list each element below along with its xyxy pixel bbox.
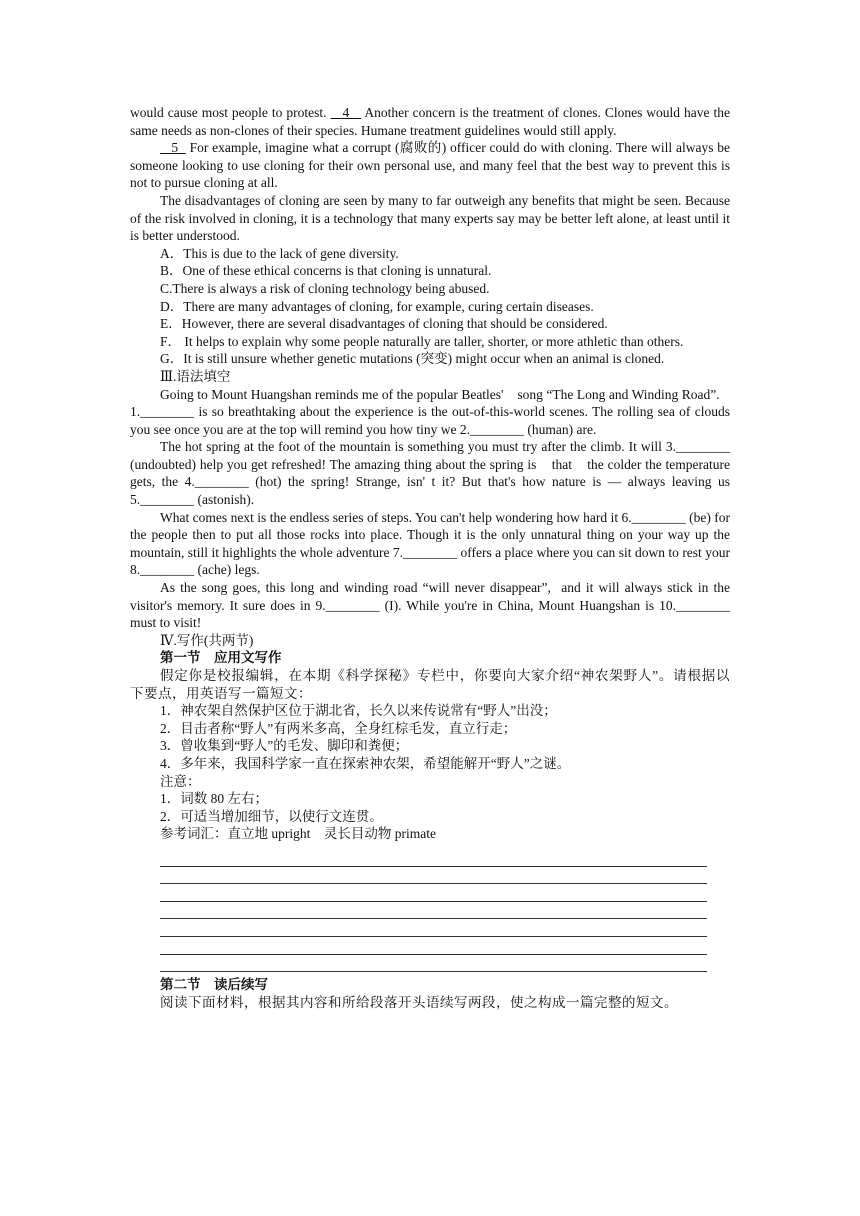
notes-heading: 注意： [160,773,201,789]
passage-paragraph-2 [130,139,730,192]
answer-lines [160,849,707,972]
part-2-prompt: 阅读下面材料，根据其内容和所给段落开头语续写两段，使之构成一篇完整的短文。 [160,994,678,1010]
option-d: D．There are many advantages of cloning, for example, curing certain diseases. [160,298,594,314]
grammar-paragraph-3: What comes next is the endless series of steps. You can't help wondering how hard it 6.________ (be) for the people then to put all those rocks into place. Though it is the only unnatural thing on your way up the mountain, still it highlights the whole adventure 7.________ offers a place where you can sit down to rest your 8.________ (ache) legs. [130,509,730,578]
point-1: 1．神农架自然保护区位于湖北省，长久以来传说常有“野人”出没； [160,703,557,719]
option-g: G．It is still unsure whether genetic mutations (突变) might occur when an animal is cloned. [160,351,665,367]
answer-line [160,884,707,902]
paragraph-text: Another concern is the treatment of clones. Clones would have the same needs as non-clones of their species. Humane treatment guidelines would still apply. [130,105,730,138]
paragraph-text: would cause most people to protest. [130,105,331,120]
grammar-paragraph-4: As the song goes, this long and winding road “will never disappear”, and it will always stick in the visitor's memory. It sure does in 9.________ (I). While you're in China, Mount Huangshan is 10.________ must to visit! [130,580,730,631]
point-3: 3．曾收集到“野人”的毛发、脚印和粪便； [160,738,409,754]
grammar-paragraph-2: The hot spring at the foot of the mountain is something you must try after the climb. It will 3.________ (undoubted) help you get refreshed! The amazing thing about the spring is that the colder the temperature gets, the 4.________ (hot) the spring! Strange, isn' t it? But that's how nature is — always leaving us 5.________ (astonish). [130,439,730,508]
grammar-paragraph-1: Going to Mount Huangshan reminds me of the popular Beatles' song “The Long and Winding Road”. 1.________ is so breathtaking about the experience is the out-of-this-world scenes. The rolling sea of clouds you see once you are at the top will remind you how tiny we 2.________ (human) are. [130,386,730,437]
part-1-prompt: 假定你是校报编辑，在本期《科学探秘》专栏中，你要向大家介绍“神农架野人”。请根据以下要点，用英语写一篇短文： [130,668,730,701]
answer-line [160,867,707,885]
answer-line [160,937,707,955]
answer-line [160,902,707,920]
vocabulary-hint: 参考词汇：直立地 upright 灵长目动物 primate [160,826,436,842]
part-1-heading: 第一节 应用文写作 [160,650,282,666]
option-c: C.There is always a risk of cloning technology being abused. [160,280,490,296]
answer-line [160,955,707,973]
part-2-heading: 第二节 读后续写 [160,977,268,993]
option-f: F． It helps to explain why some people naturally are taller, shorter, or more athletic than others. [160,333,684,349]
option-e: E．However, there are several disadvantages of cloning that should be considered. [160,316,608,332]
option-b: B．One of these ethical concerns is that cloning is unnatural. [160,263,492,279]
paragraph-text: For example, imagine what a corrupt (腐败的) officer could do with cloning. There will always be someone looking to use cloning for their own personal use, and many feel that the best way to prevent this is not to pursue cloning at all. [130,140,730,191]
answer-blank-4: 4 [330,105,362,120]
section-3-heading: Ⅲ.语法填空 [160,368,231,384]
option-a: A．This is due to the lack of gene diversity. [160,245,399,261]
point-2: 2．目击者称“野人”有两米多高，全身红棕毛发，直立行走； [160,720,517,736]
answer-blank-5: 5 [160,140,186,156]
section-4-heading: Ⅳ.写作(共两节) [160,632,254,648]
passage-paragraph-3: The disadvantages of cloning are seen by many to far outweigh any benefits that might be seen. Because of the risk involved in cloning, it is a technology that many experts say may be better left alone, at least until it is better understood. [130,192,730,244]
passage-paragraph-1 [130,104,730,139]
note-1: 1．词数 80 左右； [160,791,268,807]
note-2: 2．可适当增加细节，以使行文连贯。 [160,808,383,824]
point-4: 4．多年来，我国科学家一直在探索神农架，希望能解开“野人”之谜。 [160,755,571,771]
answer-line [160,849,707,867]
document-page [130,104,730,1011]
answer-line [160,919,707,937]
